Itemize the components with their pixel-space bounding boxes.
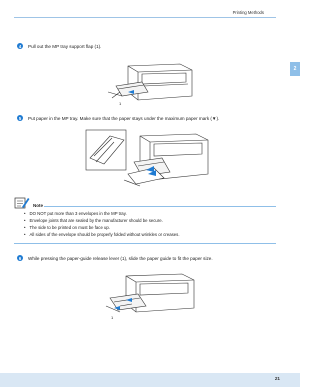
printer-illustration-paper-guide bbox=[104, 266, 208, 322]
note-item: • DO NOT put more than 3 envelopes in the MP tray. bbox=[24, 210, 180, 217]
header-rule bbox=[14, 17, 276, 18]
printer-illustration-mp-tray-paper bbox=[84, 128, 218, 192]
step-5 bbox=[17, 115, 219, 121]
step-text: Put paper in the MP tray. Make sure that the paper stays under the maximum paper mark (▼). bbox=[28, 115, 220, 121]
step-6 bbox=[17, 255, 213, 261]
callout-1: 1 bbox=[119, 101, 122, 106]
page-number: 21 bbox=[274, 376, 280, 381]
callout-1: 1 bbox=[111, 315, 114, 320]
note-list bbox=[24, 210, 180, 238]
note-icon bbox=[14, 196, 30, 210]
note-bottom-rule bbox=[14, 243, 276, 244]
page-header-title: Printing Methods bbox=[232, 10, 264, 15]
step-number-badge: 4 bbox=[18, 43, 22, 49]
step-text: While pressing the paper-guide release lever (1), slide the paper guide to fit the paper size. bbox=[28, 255, 213, 261]
chapter-tab: 2 bbox=[290, 62, 300, 76]
printer-illustration-flap bbox=[108, 56, 202, 106]
note-rule bbox=[44, 206, 276, 207]
step-number-badge: 6 bbox=[18, 255, 22, 261]
note-label: Note bbox=[33, 203, 43, 208]
step-number-badge: 5 bbox=[18, 115, 22, 121]
note-item: • All sides of the envelope should be properly folded without wrinkles or creases. bbox=[24, 231, 180, 238]
note-item: • The side to be printed on must be face up. bbox=[24, 224, 180, 231]
note-item: • Envelope joints that are sealed by the manufacturer should be secure. bbox=[24, 217, 180, 224]
step-text: Pull out the MP tray support flap (1). bbox=[28, 43, 102, 49]
footer-bar bbox=[0, 373, 300, 387]
step-4 bbox=[17, 43, 101, 49]
